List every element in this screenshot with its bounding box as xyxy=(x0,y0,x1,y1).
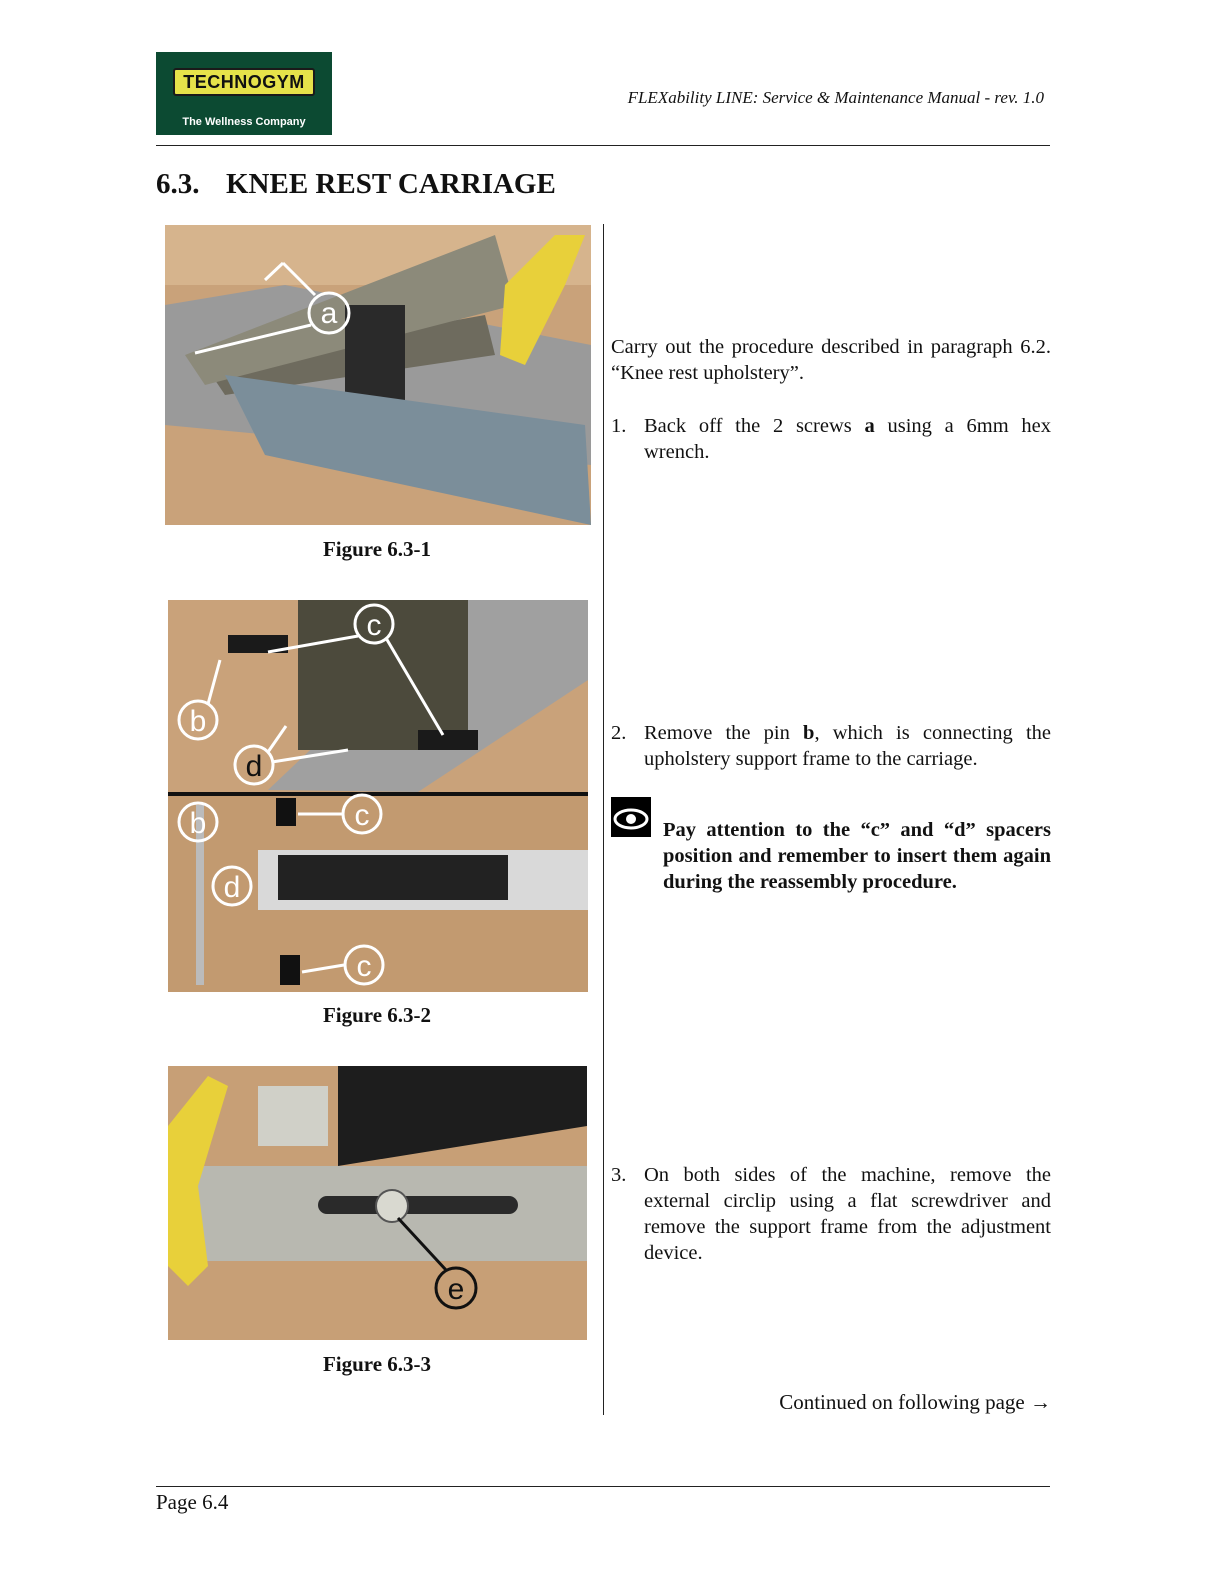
figure-caption: Figure 6.3-3 xyxy=(322,1352,432,1376)
warning-note: Pay attention to the “c” and “d” spacers position and remember to insert them again during the reassembly procedure. xyxy=(663,819,1051,893)
column-divider xyxy=(603,224,604,1415)
figure-label: c xyxy=(354,799,370,832)
figure-label: b xyxy=(189,807,207,840)
eye-icon xyxy=(611,797,651,837)
section-title: KNEE REST CARRIAGE xyxy=(226,168,556,200)
step-text: On both sides of the machine, remove the external circlip using a flat screwdriver and remove the support frame from the adjustment device. xyxy=(644,1164,1051,1264)
figure-label: c xyxy=(356,950,372,983)
technogym-logo xyxy=(156,52,332,135)
footer-rule xyxy=(156,1486,1050,1487)
step-2 xyxy=(611,720,1051,772)
intro-paragraph: Carry out the procedure described in paragraph 6.2. “Knee rest upholstery”. xyxy=(611,336,1051,384)
manual-title: FLEXability LINE: Service & Maintenance Manual - rev. 1.0 xyxy=(627,88,1044,107)
figure-label: a xyxy=(320,297,338,330)
logo-tagline: The Wellness Company xyxy=(182,116,306,128)
figure-label: d xyxy=(223,871,241,904)
step-text: Remove the pin b, which is connecting the upholstery support frame to the carriage. xyxy=(644,722,1051,770)
figure-caption: Figure 6.3-2 xyxy=(322,1003,432,1027)
logo-wordmark: TECHNOGYM xyxy=(173,68,315,96)
figure-caption: Figure 6.3-1 xyxy=(322,537,432,561)
step-number: 3. xyxy=(611,1164,627,1186)
figure-label: c xyxy=(366,609,382,642)
figure-6-3-2-photo xyxy=(168,600,588,992)
continued-note: Continued on following page → xyxy=(779,1390,1051,1414)
step-1 xyxy=(611,413,1051,465)
figure-6-3-3-photo xyxy=(168,1066,587,1340)
step-number: 1. xyxy=(611,415,627,437)
figure-label: b xyxy=(189,705,207,738)
header-rule xyxy=(156,145,1050,146)
step-text: Back off the 2 screws a using a 6mm hex wrench. xyxy=(644,415,1051,463)
section-number: 6.3. xyxy=(156,168,200,200)
section-heading xyxy=(156,168,556,201)
page-number: Page 6.4 xyxy=(156,1490,229,1514)
step-number: 2. xyxy=(611,722,627,744)
figure-label: d xyxy=(245,750,263,783)
step-3 xyxy=(611,1162,1051,1266)
figure-label: e xyxy=(447,1273,465,1306)
figure-6-3-1-photo xyxy=(165,225,591,525)
